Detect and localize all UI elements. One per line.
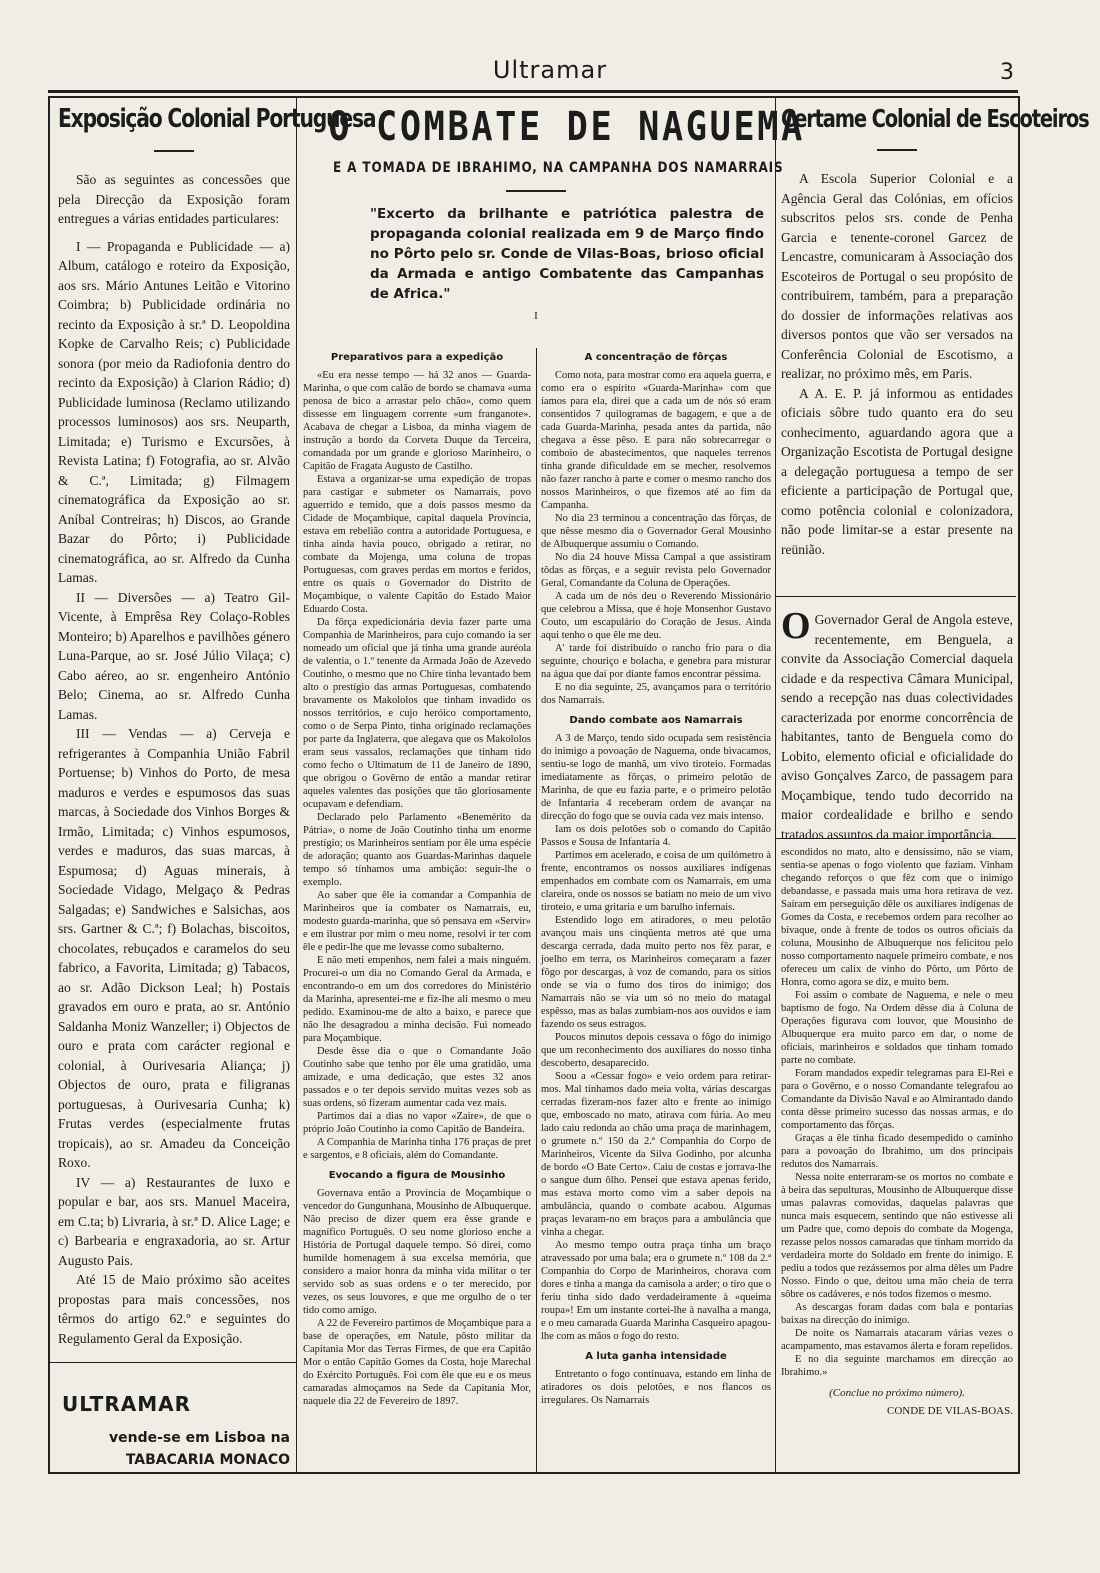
article-exposicao	[58, 170, 290, 1348]
body-preparativos	[303, 369, 531, 1162]
paragraph: De noite os Namarrais atacaram várias vezes o acampamento, mas estavamos álerta e foram repelidos.	[781, 1328, 1013, 1352]
heading-preparativos: Preparativos para a expedição	[330, 352, 504, 363]
paragraph: Declarado pelo Parlamento «Benemérito da Pátria», o nome de João Coutinho tinha um enorme prestígio; os Marinheiros sentiam por êle uma espécie de adoração; quanto aos Guardas-Marinhas daquele tempo só tínhamos uma ambição: seguir-lhe o exemplo.	[303, 812, 531, 888]
paragraph: Iam os dois pelotões sob o comando do Capitão Passos e Sousa de Infantaria 4.	[541, 824, 771, 848]
right-column-angola	[781, 605, 1013, 842]
paragraph: «Eu era nesse tempo — há 32 anos — Guarda-Marinha, o que com calão de bordo se chamava «uma penosa de bico a arrastar pelo chão», como quem dissesse em linguagem corrente «um franganote». Acabava de chegar a Lisboa, da minha viagem de instrução a bordo da Corveta Duque da Terceira, comandada por um grande e glorioso Marinheiro, o Capitão de Fragata Augusto de Castilho.	[303, 370, 531, 472]
lead-paragraph: "Excerto da brilhante e patriótica palestra de propaganda colonial realizada em 9 de Março findo no Pôrto pelo sr. Conde de Vilas-Boas, brioso oficial da Armada e antigo Combatente das Campanhas de Africa."	[370, 206, 764, 302]
paragraph: Governava então a Província de Moçambique o vencedor do Gungunhana, Mousinho de Albuquerque. Não preciso de dizer quem era êsse grande e magnífico Português. O seu nome glorioso enche a História de Portugal daquele tempo. Só direi, como humilde homenagem à sua excelsa memória, que considero a maior honra da minha vida militar o ter servido sob as suas ordens e o ter merecido, por vezes, os seus louvores, e que me orgulho de o ter tido como amigo.	[303, 1188, 531, 1316]
heading-mousinho: Evocando a figura de Mousinho	[328, 1170, 506, 1181]
divider-right	[775, 96, 776, 1472]
paragraph: Foram mandados expedir telegramas para El-Rei e para o Govêrno, e o nosso Comandante telegrafou ao Comandante da Divisão Naval e ao Almirantado dando conta dêsse primeiro sucesso das nossas armas, e do comportamento das fôrças.	[781, 1068, 1013, 1131]
advert-line-1: vende-se em Lisboa na	[108, 1430, 290, 1446]
part-numeral: I	[534, 310, 538, 322]
paper-name: Ultramar	[492, 56, 608, 84]
paragraph: Entretanto o fogo continuava, estando em linha de atiradores os dois pelotões, e nos flancos os irregulares. Os Namarrais	[541, 1369, 771, 1406]
center-column-1	[303, 344, 531, 1468]
divider-right-angola	[776, 596, 1016, 597]
paragraph: A 22 de Fevereiro partimos de Moçambique para a base de operações, em Natule, pôsto militar da Capitania Mor das Terras Firmes, de que era Capitão Mor o então Capitão Gomes da Costa, hoje Marechal do Exército Português. Foi com êle que eu e os meus camaradas almoçamos na Sede da Capitania Mor, naquele dia 22 de Fevereiro de 1897.	[303, 1318, 531, 1407]
signature: CONDE DE VILAS-BOAS.	[887, 1405, 1013, 1417]
headline-rule	[154, 150, 194, 152]
article-escoteiros	[781, 169, 1013, 559]
advert-title: ULTRAMAR	[62, 1392, 191, 1416]
right-column-continuation	[781, 846, 1013, 1468]
paragraph: Ao saber que êle ia comandar a Companhia de Marinheiros que ia combater os Namarrais, eu, modesto guarda-marinha, que só pensava em «Servir» e em ilustrar por mim o meu nome, resolvi ir ter com êle e pedir-lhe que me levasse como subalterno.	[303, 890, 531, 953]
continued-note: (Conclue no próximo número).	[829, 1387, 965, 1399]
paragraph: No dia 23 terminou a concentração das fôrças, de que nêsse mesmo dia o Governador Geral Mousinho de Albuquerque assumiu o Comando.	[541, 513, 771, 550]
paragraph: Nessa noite enterraram-se os mortos no combate e à beira das sepulturas, Mousinho de Albuquerque disse umas palavras comovidas, daquelas palavras que nunca mais esquecem, sentindo que não estivesse ali um Padre que, como depois do combate da Mogenga, rezasse pelos nossos camaradas que tinham morrido da verdadeira morte do Soldado em frente do inimigo. E pediu a todos que rezássemos por alma dêles um Padre Nosso. Findo o que, deitou uma mão cheia de terra sôbre os cadáveres, e nós todos fizemos o mesmo.	[781, 1172, 1013, 1300]
divider-left-advert	[48, 1362, 296, 1363]
masthead	[0, 52, 1100, 92]
paragraph: Poucos minutos depois cessava o fôgo do inimigo que um reconhecimento dos auxiliares do nosso tinha descoberto, desaparecido.	[541, 1032, 771, 1069]
divider-left	[296, 96, 297, 1472]
angola-paragraph: Governador Geral de Angola esteve, recentemente, em Benguela, a convite da Associação Comercial daquela cidade e da respectiva Câmara Municipal, sendo a recepção nas duas colectividades caracterizada por enorme concorrência de habitantes, tanto de Benguela como do Lobito, elemento oficial e oficialidade do aviso Gonçalves Zarco, de passagem para Moçambique, tendo tudo decorrido na maior cordealidade e brilho e sendo tratados assuntos da maior importância.	[781, 612, 1013, 842]
body-concentracao	[541, 369, 771, 707]
section-vendas: III — Vendas — a) Cerveja e refrigerantes à Companhia União Fabril Portuense; b) Vinhos do Porto, de mesa maduros e verdes e espumosos das suas marcas, à Sociedade dos Vinhos Borges & Irmão, Limitada; c) Vinhos espumosos, verdes e maduros, das suas marcas, à Espumosa; d) Aguas minerais, à Sociedade Vidago, Melgaço & Pedras Salgadas; e) Sandwiches e Salsichas, aos srs. Gartner & C.ª; f) Bolachas, biscoitos, chocolates, rebuçados e caramelos do seu fabrico, a Favorita, Limitada; g) Tabacos, ao sr. Adão Dickson Leal; h) Postais gravados em ouro e prata, ao sr. António Saldanha Moniz Wanzeller; i) Objectos de ouro e prata com carácter regional e colonial, à Ourivesaria Aliança; j) Objectos de ouro, prata e filigranas portuguesas, à Ourivesaria Cunha; k) Frutas verdes (especialmente frutas tropicais), ao sr. Amadeu da Conceição Roxo.	[58, 726, 290, 1170]
paragraph: Graças a êle tinha ficado desempedido o caminho para a povoação do Ibrahimo, um dos principais redutos dos Namarrais.	[781, 1133, 1013, 1170]
section-restaurantes: IV — a) Restaurantes de luxo e popular e bar, aos srs. Manuel Maceira, em C.ta; b) Livraria, à sr.ª D. Alice Lage; e c) Barbearia e engraxadoria, ao sr. Artur Augusto Pais.	[58, 1174, 290, 1268]
paragraph: A Companhia de Marinha tinha 176 praças de pret e sargentos, e 8 oficiais, além do Comandante.	[303, 1137, 531, 1161]
center-column-2	[541, 344, 771, 1468]
paragraph: E no dia seguinte marchamos em direcção ao Ibrahimo.»	[781, 1354, 1013, 1378]
paragraph: Como nota, para mostrar como era aquela guerra, e como era o espírito «Guarda-Marinha» com que íamos para ela, direi que a cada um de nós só eram consentidos 7 quilogramas de bagagem, e que a de cada Guarda-Marinha, pesada antes da partida, não chegava a êsse pêso. E para não sobrecarregar o comboio de abastecimentos, que naqueles terrenos tinha grande dificuldade em se mecher, resolvemos não fazer rancho à parte e comer o mesmo rancho dos nossos Marinheiros, o que fizemos até ao fim da Campanha.	[541, 370, 771, 511]
advert-line-2: TABACARIA MONACO	[125, 1452, 290, 1468]
heading-luta: A luta ganha intensidade	[585, 1351, 727, 1362]
paragraph: A A. E. P. já informou as entidades oficiais sôbre tudo quanto era do seu conhecimento, aguardando agora que a Organização Escotista de Portugal designe a delegação portuguesa a tempo de ser eficiente a participação de Portugal que, como potência colonial e colonizadora, não pode limitar-se a estar presente na reünião.	[781, 385, 1013, 557]
article-angola	[781, 605, 1013, 844]
headline-rule	[877, 149, 917, 151]
subheadline-rule	[506, 190, 566, 192]
page-number: 3	[1000, 60, 1014, 85]
paragraph: Soou a «Cessar fogo» e veio ordem para retirar-mos. Mal tínhamos dado meia volta, várias descargas cerradas fizeram-nos fazer alto e frente ao inimigo que, emboscado no mato, atirava com fúria. Ao meu lado caiu redonda ao chão uma praça de marinhagem, o grumete n.º 150 da 2.ª Companhia do Corpo de Marinheiros, Vicente da Silva Godinho, por alcunha de bordo «O Bate Certo». Caiu de costas e jorrava-lhe o sangue dum ôlho. Pensei que estava apenas ferido, mas estava morto como vim a saber depois na ambulância, quando o combate acabou. Algumas praças levaram-no em braços para a ambulância que vinha a chegar.	[541, 1071, 771, 1238]
paragraph: As descargas foram dadas com bala e pontarias baixas na direcção do inimigo.	[781, 1302, 1013, 1326]
heading-concentracao: A concentração de fôrças	[584, 352, 728, 363]
paragraph: Da fôrça expedicionária devia fazer parte uma Companhia de Marinheiros, para cujo comando ia ser nomeado um oficial que já tinha uma grande auréola de valentia, o 1.º tenente da Armada João de Azevedo Coutinho, o mesmo que no Chire tinha levantado bem alto o prestígio das armas Portuguesas, combatendo bravamente os Makololos que tinham invadido os nossos territórios, e cujo heróico comportamento, como o de Serpa Pinto, tinha originado reclamações por parte da Inglaterra, que alegava que os Makololos eram seus vassalos, reclamações que tinham tido como fecho o Ultimatum de 11 de Janeiro de 1890, que obrigou o Govêrno de então a mandar retirar aqueles valentes das posições que tão gloriosamente ocupavam e defendiam.	[303, 617, 531, 810]
divider-center	[536, 348, 537, 1472]
advert-ultramar	[62, 1392, 290, 1468]
paragraph: A' tarde foi distribuído o rancho frio para o dia seguinte, chouriço e bolacha, e genebra para misturar na água que daí por diante famos encontrar péssima.	[541, 643, 771, 680]
paragraph: No dia 24 houve Missa Campal a que assistiram tôdas as fôrças, e a seguir revista pelo Governador Geral, Comandante da Coluna de Operações.	[541, 552, 771, 589]
top-rule	[48, 90, 1018, 93]
paragraph: A Escola Superior Colonial e a Agência Geral das Colónias, em ofícios subscritos pelos srs. conde de Penha Garcia e tenente-coronel Garcez de Lencastre, comunicaram à Associação dos Escoteiros de Portugal o seu propósito de contribuirem, também, para a preparação do dossier de informações relativas aos diversos pontos que vão ser versados na Conferência Colonial de Escotismo, a realizar, no próximo mês, em Paris.	[781, 171, 1013, 381]
body-mousinho	[303, 1187, 531, 1408]
paragraph: A cada um de nós deu o Reverendo Missionário que celebrou a Missa, que é hoje Monsenhor Gustavo Couto, um escapulário do Coração de Jesus. Ainda aqui tenho o que êle me deu.	[541, 591, 771, 641]
main-headline: O COMBATE DE NAGUEMA	[328, 104, 805, 150]
section-propostas: Até 15 de Maio próximo são aceites propostas para mais concessões, nos têrmos do artigo 62.º e seguintes do Regulamento Geral da Exposição.	[58, 1272, 290, 1346]
center-header	[300, 104, 805, 344]
paragraph: Estendido logo em atiradores, o meu pelotão avançou mais uns cinqüenta metros até que uma descarga cerrada, dada muito perto nos fêz parar, e joelho em terra, os Marinheiros começaram a fazer fôgo por descargas, à voz de comando, para os sítios onde se via o fumo dos tiros do inimigo; dos Namarrais não se via um só no meio do matagal espêsso, mas as balas zumbiam-nos aos ouvidos e iam fazendo os seus estragos.	[541, 915, 771, 1030]
paragraph: A 3 de Março, tendo sido ocupada sem resistência do inimigo a povoação de Naguema, onde bivacamos, sentiu-se logo de manhã, um vivo tiroteio. Formadas imediatamente as fôrças, o primeiro pelotão de Marinha, de que eu fazia parte, e o primeiro pelotão de Infantaria 4 receberam ordem de avançar na direcção do fogo que se ouvia cada vez mais intenso.	[541, 733, 771, 822]
drop-cap: O	[781, 605, 811, 647]
paragraph: Ao mesmo tempo outra praça tinha um braço atravessado por uma bala; era o grumete n.º 108 da 2.ª Companhia do Corpo de Marinheiros, chorava com dores e tinha a manga da camisola a arder; o tiro que o feriu tinha sido dado verdadeiramente à «queima roupa»! Em um instante cortei-lhe à navalha a manga, e o meu camarada Guarda Marinha Casqueiro apagou-lhe com as mãos o fogo do resto.	[541, 1240, 771, 1342]
headline-escoteiros: Certame Colonial de Escoteiros	[781, 104, 1089, 133]
left-column	[58, 104, 376, 1360]
paragraph: Desde êsse dia o que o Comandante João Coutinho sabe que tenho por êle uma gratidão, uma amizade, e uma dedicação, que estes 32 anos passados e o ter depois servido muitas vezes sob as suas ordens, só fizeram aumentar cada vez mais.	[303, 1046, 531, 1109]
paragraph: escondidos no mato, alto e densíssimo, não se viam, sentia-se apenas o fogo violento que faziam. Vinham chegando reforços o que fêz com que o inimigo debandasse, e passada mais uma hora retirava de vez. Saíram em perseguição dêle os auxiliares indígenas de Gomes da Costa, e recebemos ordem para recolher ao bivaque, onde à frente de todos os outros oficiais da coluna, Mousinho de Albuquerque nos felicitou pelo nosso comportamento naquele primeiro combate, e nos ofereceu um calix de vinho do Pôrto, um Pôrto de Honra, como agora se diz, e muito bem.	[781, 847, 1013, 988]
intro-paragraph: São as seguintes as concessões que pela Direcção da Exposição foram entregues a várias entidades particulares:	[58, 172, 290, 226]
paragraph: E no dia seguinte, 25, avançamos para o território dos Namarrais.	[541, 682, 771, 706]
paragraph: Partimos daí a dias no vapor «Zaire», de que o próprio João Coutinho ia como Capitão de Bandeira.	[303, 1111, 531, 1135]
section-propaganda: I — Propaganda e Publicidade — a) Album, catálogo e roteiro da Exposição, aos srs. Mário Antunes Leitão e Vitorino Coimbra; b) Publicidade ordinária no recinto da Exposição à sr.ª D. Leopoldina Kopke de Carvalho Reis; c) Publicidade sonora (por meio da Radiofonia dentro do recinto da Exposição) à Clarion Rádio; d) Publicidade luminosa (Reclamo utilizando processos luminosos) aos srs. Neuparth, Limitada; e) Turismo e Excursões, à Revista Latina; f) Fotografia, ao sr. Alvão & C.ª, Limitada; g) Filmagem cinematográfica da Exposição ao sr. Aníbal Contreiras; h) Discos, ao Grande Bazar do Pôrto; i) Publicidade cinematográfica, ao sr. Alfredo da Cunha Lamas.	[58, 238, 290, 585]
heading-dando-combate: Dando combate aos Namarrais	[569, 715, 743, 726]
headline-exposicao: Exposição Colonial Portuguesa	[58, 104, 376, 134]
body-continuation	[781, 846, 1013, 1379]
paragraph: Foi assim o combate de Naguema, e nele o meu baptismo de fogo. Na Ordem dêsse dia à Coluna de Operações figurava com louvor, que Mousinho de Albuquerque era muito parco em dar, o nome de oficiais, marinheiros e soldados que tinham tomado parte no combate.	[781, 990, 1013, 1066]
paragraph: Estava a organizar-se uma expedição de tropas para castigar e submeter os Namarrais, povo aguerrido e temido, que a dois passos mesmo da Cidade de Moçambique, capital daquela Província, estava em rebelião contra a autoridade Portuguesa, e tinha ainda havia pouco, obrigado a retirar, no combate da Mojenga, uma coluna de tropas Portuguesas, com graves perdas em mortos e feridos, entre os quais o Governador do Distrito de Moçambique, o valente Capitão do Estado Maior Eduardo Costa.	[303, 474, 531, 615]
sub-headline: E A TOMADA DE IBRAHIMO, NA CAMPANHA DOS NAMARRAIS	[333, 160, 784, 176]
right-column-escoteiros	[781, 104, 1089, 592]
section-diversoes: II — Diversões — a) Teatro Gil-Vicente, à Emprêsa Rey Colaço-Robles Monteiro; b) Aparelhos e pavilhões género Luna-Parque, ao sr. José Júlio Vilaça; c) Cabo aéreo, ao sr. engenheiro António Belo; Cinema, ao sr. Alfredo Cunha Lamas.	[58, 589, 290, 722]
paragraph: Partimos em acelerado, e coisa de um quilómetro à frente, encontramos os nossos auxiliares indígenas empenhados em combate com os Namarrais, em uma clareira, onde os nossos se batiam no meio de um vivo tiroteio, e uma gritaria e um barulho infernais.	[541, 850, 771, 913]
body-luta	[541, 1368, 771, 1407]
paragraph: E não meti empenhos, nem falei a mais ninguém. Procurei-o um dia no Comando Geral da Armada, e encontrando-o em um dos corredores do Ministério da Marinha, apresentei-me e fiz-lhe ali mesmo o meu pedido. Examinou-me de alto a baixo, e parece que não lhe desagradou a minha decisão. Fui nomeado para Moçambique.	[303, 955, 531, 1044]
body-dando-combate	[541, 732, 771, 1343]
